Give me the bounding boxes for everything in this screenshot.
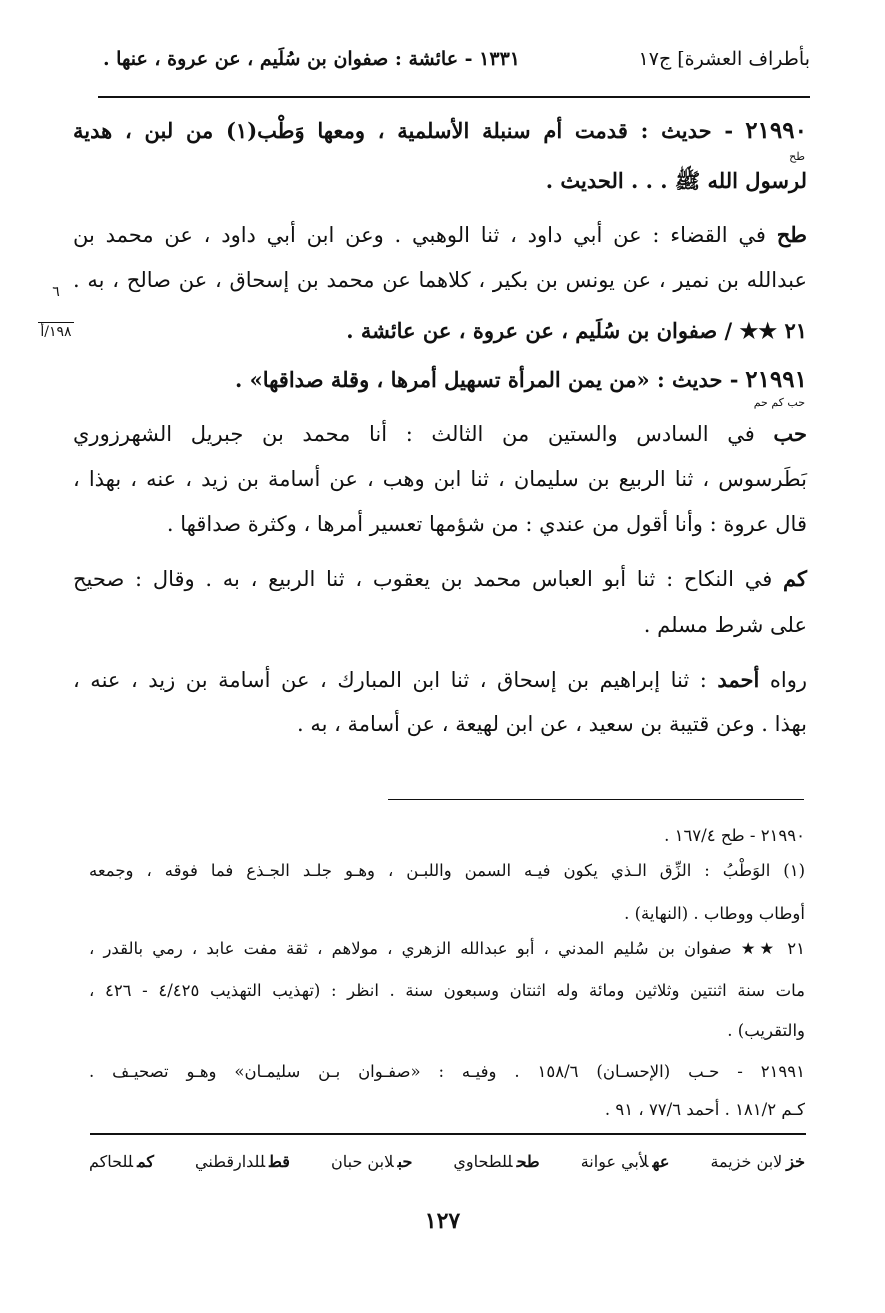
legend-item: قطللدارقطني (195, 1152, 290, 1171)
source-ibnhibban-line-2: بَطَرسوس ، ثنا الربيع بن سليمان ، ثنا ابن وهب ، عن أسامة بن زيد ، عنه ، بهذا ، (73, 467, 807, 491)
source-ibnhibban-line-1 (73, 416, 807, 452)
legend-item: حبلابن حبان (331, 1152, 413, 1171)
legend-item: طحللطحاوي (453, 1152, 540, 1171)
hadith-sigla: طح (789, 150, 805, 163)
hadith-text: - حديث : قدمت أم سنبلة الأسلمية ، ومعها وَطْب(١) من لبن ، هدية (73, 118, 734, 143)
hadith-21991-line-1 (73, 362, 807, 398)
source-label: أحمد (717, 667, 760, 692)
running-header (98, 48, 810, 84)
source-text: في القضاء : عن أبي داود ، ثنا الوهبي . وعن ابن أبي داود ، عن محمد بن (73, 223, 766, 247)
hadith-sigla: حب كم حم (753, 396, 805, 409)
hadith-21990-line-1 (73, 113, 807, 149)
header-section-title: ١٣٣١ - عائشة : صفوان بن سُلَيم ، عن عروة ، عنها . (102, 48, 520, 70)
hadith-21990-line-2: لرسول الله ﷺ . . . الحديث . (545, 168, 807, 193)
source-hakim-line-1 (73, 561, 807, 597)
header-rule (98, 96, 810, 98)
source-ahmad-line-2: بهذا . وعن قتيبة بن سعيد ، عن ابن لهيعة ، عن أسامة ، به . (296, 712, 807, 736)
footnote-chain-line-1: ٢١ ★★ صفوان بن سُليم المدني ، أبو عبدالله الزهري ، مولاهم ، ثقة مفت عابد ، رمي بالقدر ، (89, 939, 805, 958)
source-tahawi-line-1 (73, 217, 807, 253)
source-label: كم (783, 566, 807, 591)
source-label: طح (776, 222, 807, 247)
hadith-text: - حديث : «من يمن المرأة تسهيل أمرها ، وقلة صداقها» . (234, 367, 739, 392)
legend-item: كمللحاكم (89, 1152, 154, 1171)
source-ibnhibban-line-3: قال عروة : وأنا أقول من عندي : من شؤمها تعسير أمرها ، وكثرة صداقها . (166, 512, 807, 536)
margin-manuscript-ref: ١٩٨/أ (40, 324, 72, 340)
legend-item: عهلأبي عوانة (580, 1152, 670, 1171)
header-book-title: بأطراف العشرة] ج١٧ (638, 48, 810, 70)
legend-rule (90, 1133, 806, 1135)
footnote-chain-line-3: والتقريب) . (727, 1021, 805, 1040)
legend-item: خزلابن خزيمة (710, 1152, 805, 1171)
source-ahmad-line-1 (73, 662, 807, 698)
hadith-number: ٢١٩٩١ (745, 366, 807, 393)
source-text: في السادس والستين من الثالث : أنا محمد بن جبريل الشهرزوري (73, 422, 755, 446)
isnad-chain-heading: ٢١ ★★ / صفوان بن سُلَيم ، عن عروة ، عن عائشة . (346, 318, 807, 343)
margin-rule (38, 322, 74, 323)
source-text: في النكاح : ثنا أبو العباس محمد بن يعقوب ، ثنا الربيع ، به . وقال : صحيح (73, 567, 773, 591)
page-number: ١٢٧ (424, 1208, 461, 1234)
source-label: حب (773, 421, 807, 446)
footnote-rule (388, 799, 804, 800)
hadith-number: ٢١٩٩٠ (745, 117, 807, 144)
footnote-21990: ٢١٩٩٠ - طح ١٦٧/٤ . (664, 826, 805, 845)
margin-line-number: ٦ (52, 284, 60, 300)
footnote-21991-line-1: ٢١٩٩١ - حـب (الإحسـان) ١٥٨/٦ . وفيـه : «صفـوان بـن سليمـان» وهـو تصحيـف . (89, 1062, 805, 1081)
abbreviation-legend (89, 1152, 805, 1171)
source-hakim-line-2: على شرط مسلم . (643, 613, 807, 637)
source-text: : ثنا إبراهيم بن إسحاق ، ثنا ابن المبارك ، عن أسامة بن زيد ، عنه ، (73, 668, 707, 692)
footnote-chain-line-2: مات سنة اثنتين وثلاثين ومائة وله اثنتان وسبعون سنة . انظر : (تهذيب التهذيب ٤/٤٢٥ - ٤٢٦ ، (89, 981, 806, 1000)
footnote-1-line-2: أوطاب ووطاب . (النهاية) . (624, 904, 805, 923)
footnote-21991-line-2: كـم ١٨١/٢ . أحمد ٧٧/٦ ، ٩١ . (604, 1100, 805, 1119)
source-prefix: رواه (769, 668, 807, 692)
source-tahawi-line-2: عبدالله بن نمير ، عن يونس بن بكير ، كلاهما عن محمد بن إسحاق ، عن صالح ، به . (73, 268, 807, 292)
footnote-1-line-1: (١) الوَطْبُ : الزِّق الـذي يكون فيـه السمن واللبـن ، وهـو جلـد الجـذع فما فوقه ، وجمعه (89, 861, 805, 880)
